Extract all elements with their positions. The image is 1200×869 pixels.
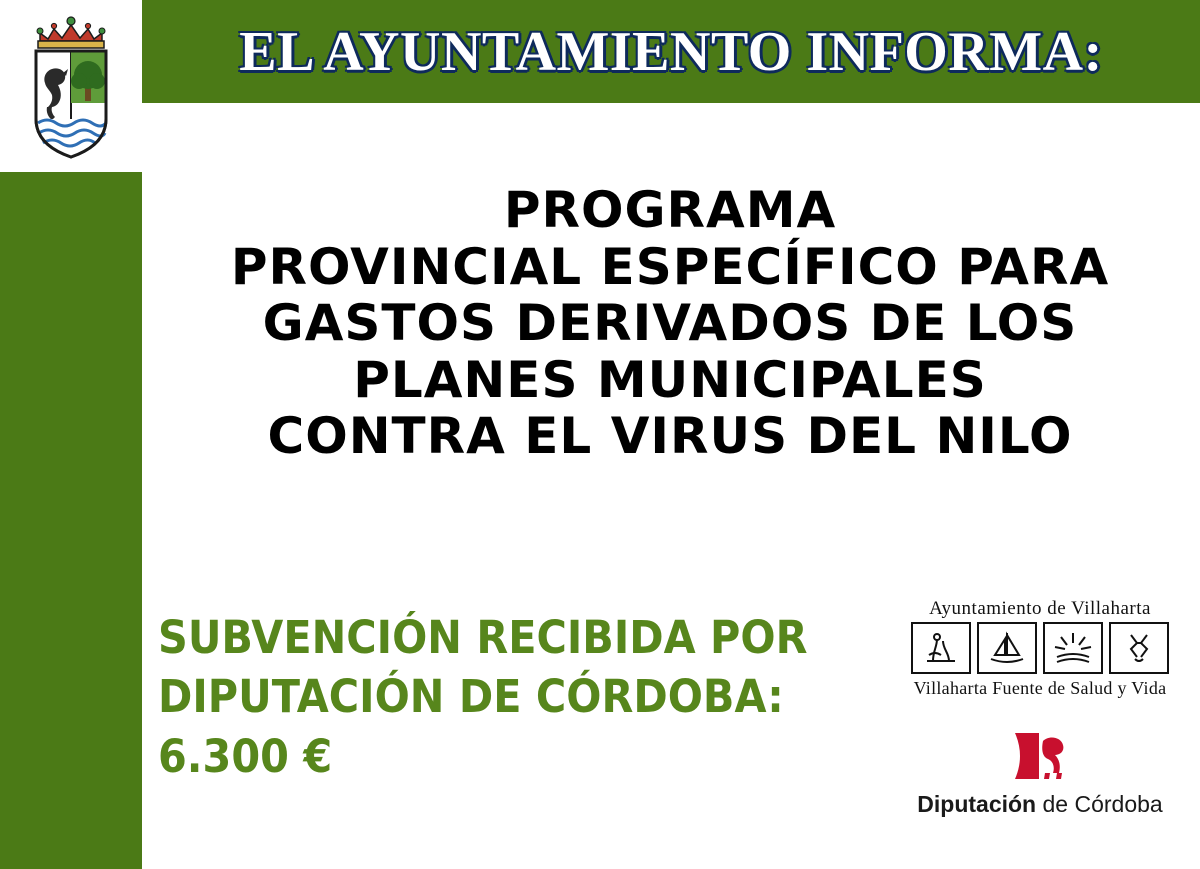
coat-of-arms-container: [0, 0, 142, 172]
program-title: [150, 182, 1190, 465]
diputacion-logo: [900, 729, 1180, 818]
subsidy-line: SUBVENCIÓN RECIBIDA POR: [158, 611, 808, 664]
program-title-line: CONTRA EL VIRUS DEL NILO: [267, 407, 1073, 465]
subsidy-line: DIPUTACIÓN DE CÓRDOBA:: [158, 670, 784, 724]
program-title-line: GASTOS DERIVADOS DE LOS: [262, 294, 1078, 352]
page-title: EL AYUNTAMIENTO INFORMA:: [239, 20, 1103, 83]
subsidy-block: [158, 608, 839, 786]
villaharta-logo-top-text: Ayuntamiento de Villaharta: [929, 598, 1151, 619]
villaharta-logo: [909, 598, 1171, 699]
logos-container: [900, 598, 1180, 818]
villaharta-logo-icons: [909, 622, 1171, 674]
diputacion-lion-icon: [1009, 729, 1071, 783]
diputacion-logo-text: [900, 791, 1180, 818]
deer-icon: [1109, 622, 1169, 674]
coat-of-arms-villaharta-icon: [22, 11, 120, 161]
program-title-line: PLANES MUNICIPALES: [353, 350, 987, 409]
boat-icon: [977, 622, 1037, 674]
header-bar: [142, 0, 1200, 103]
diputacion-logo-text-bold: Diputación: [917, 791, 1037, 817]
diputacion-logo-text-light: de Córdoba: [1036, 791, 1163, 817]
fountain-icon: [911, 622, 971, 674]
program-title-line: PROGRAMA: [503, 181, 837, 239]
villaharta-logo-bottom-text: Villaharta Fuente de Salud y Vida: [913, 678, 1167, 698]
program-title-line: PROVINCIAL ESPECÍFICO PARA: [230, 237, 1110, 296]
subsidy-amount: 6.300 €: [158, 729, 333, 783]
sunrise-icon: [1043, 622, 1103, 674]
